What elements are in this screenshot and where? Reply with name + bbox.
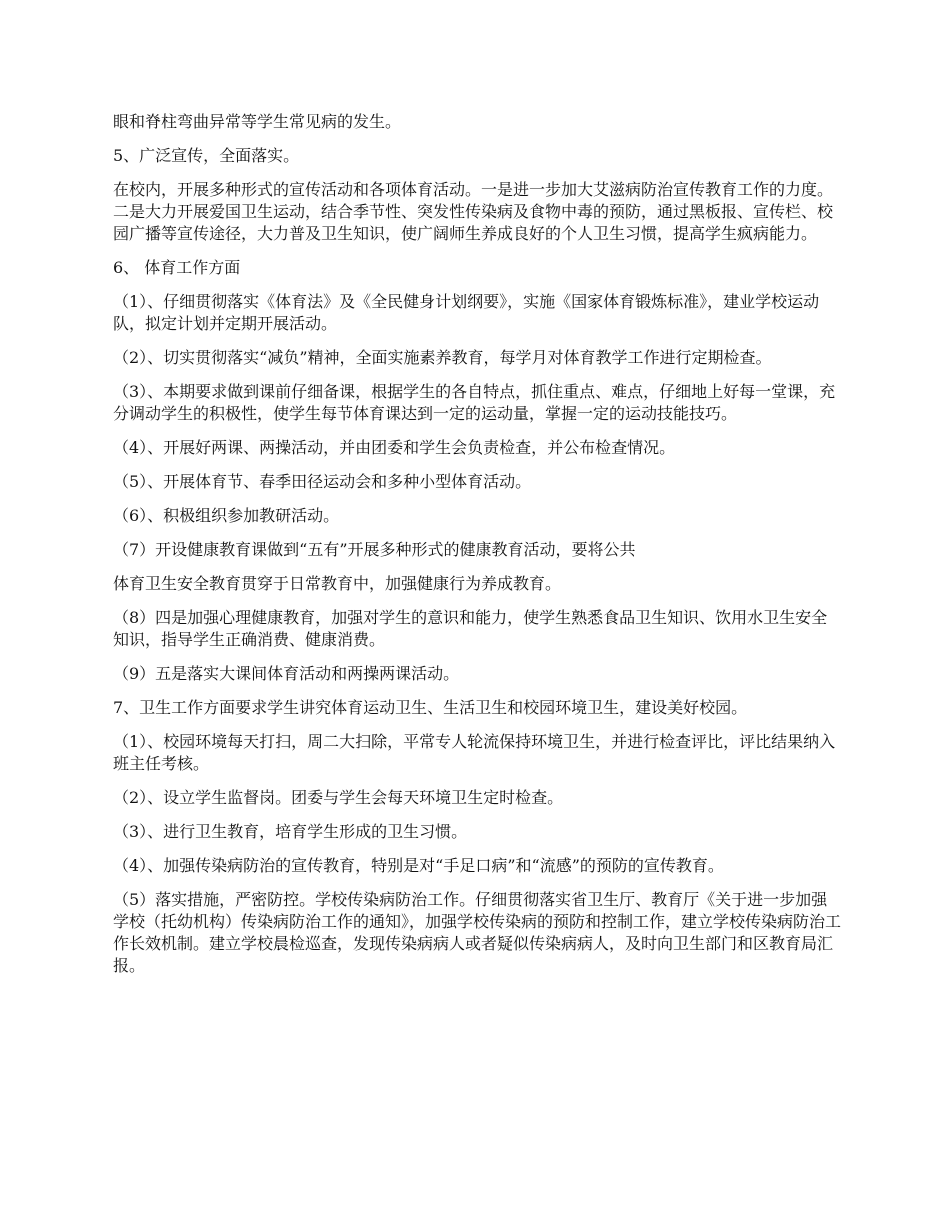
list-item: （8）四是加强心理健康教育，加强对学生的意识和能力，使学生熟悉食品卫生知识、饮用水卫生安全知识，指导学生正确消费、健康消费。 — [113, 608, 828, 649]
document-body — [113, 111, 841, 989]
list-item: （4）、加强传染病防治的宣传教育，特别是对“手足口病”和“流感”的预防的宣传教育。 — [113, 856, 724, 875]
list-item: （9）五是落实大课间体育活动和两操两课活动。 — [113, 664, 460, 683]
paragraph: 体育卫生安全教育贯穿于日常教育中，加强健康行为养成教育。 — [113, 574, 562, 593]
list-item: （6）、积极组织参加教研活动。 — [113, 506, 340, 525]
paragraph: 眼和脊柱弯曲异常等学生常见病的发生。 — [113, 112, 402, 131]
list-item: （1）、仔细贯彻落实《体育法》及《全民健身计划纲要》，实施《国家体育锻炼标准》，建业学校运动队，拟定计划并定期开展活动。 — [113, 292, 820, 333]
list-item: （3）、本期要求做到课前仔细备课，根据学生的各自特点，抓住重点、难点，仔细地上好每一堂课，充分调动学生的积极性，使学生每节体育课达到一定的运动量，掌握一定的运动技能技巧。 — [113, 382, 836, 423]
list-item: （5）、开展体育节、春季田径运动会和多种小型体育活动。 — [113, 472, 532, 491]
list-item: （4）、开展好两课、两操活动，并由团委和学生会负责检查，并公布检查情况。 — [113, 438, 676, 457]
list-item: （3）、进行卫生教育，培育学生形成的卫生习惯。 — [113, 822, 468, 841]
list-item: （5）落实措施，严密防控。学校传染病防治工作。仔细贯彻落实省卫生厅、教育厅《关于进一步加强学校（托幼机构）传染病防治工作的通知》，加强学校传染病的预防和控制工作，建立学校传染病防治工作长效机制。建立学校晨检巡查，发现传染病病人或者疑似传染病病人，及时向卫生部门和区教育局汇报。 — [113, 890, 842, 975]
section-heading: 7、卫生工作方面要求学生讲究体育运动卫生、生活卫生和校园环境卫生，建设美好校园。 — [113, 698, 748, 717]
paragraph: 在校内，开展多种形式的宣传活动和各项体育活动。一是进一步加大艾滋病防治宣传教育工作的力度。二是大力开展爱国卫生运动，结合季节性、突发性传染病及食物中毒的预防，通过黑板报、宣传栏、校园广播等宣传途径，大力普及卫生知识，使广阔师生养成良好的个人卫生习惯，提高学生疯病能力。 — [113, 180, 834, 243]
list-item: （2）、设立学生监督岗。团委与学生会每天环境卫生定时检查。 — [113, 788, 564, 807]
list-item: （7）开设健康教育课做到“五有”开展多种形式的健康教育活动，要将公共 — [113, 540, 636, 559]
list-item: （1）、校园环境每天打扫，周二大扫除，平常专人轮流保持环境卫生，并进行检查评比，评比结果纳入班主任考核。 — [113, 732, 836, 773]
section-heading: 6、 体育工作方面 — [113, 258, 241, 277]
section-heading: 5、广泛宣传，全面落实。 — [113, 146, 300, 165]
list-item: （2）、切实贯彻落实“减负”精神，全面实施素养教育，每学月对体育教学工作进行定期检查。 — [113, 348, 772, 367]
